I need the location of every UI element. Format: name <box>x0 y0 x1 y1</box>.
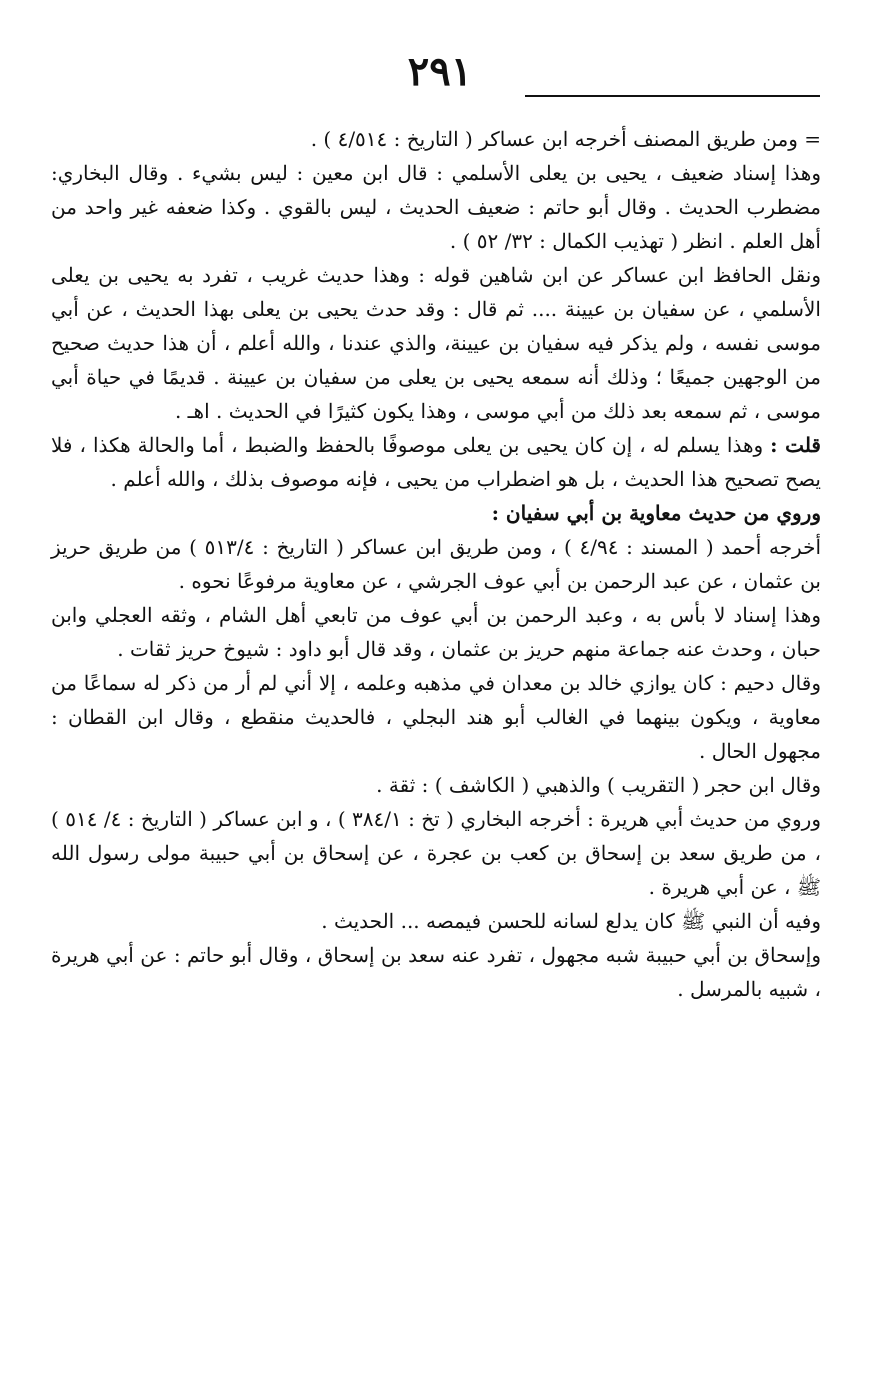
paragraph-isnad-weak: وهذا إسناد ضعيف ، يحيى بن يعلى الأسلمي : قال ابن معين : ليس بشيء . وقال البخاري: مضطرب الحديث . وقال أبو حاتم : ضعيف الحديث ، ليس بالقوي . وكذا ضعفه غير واحد من أهل العلم . انظر ( تهذيب الكمال : ٣٢/ ٥٢ ) . <box>51 161 821 253</box>
paragraph-ibn-shahin-quote: ونقل الحافظ ابن عساكر عن ابن شاهين قوله : وهذا حديث غريب ، تفرد به يحيى بن يعلى الأسلمي ، عن سفيان بن عيينة .... ثم قال : وقد حدث يحيى بن يعلى بهذا الحديث ، عن أبي موسى نفسه ، ولم يذكر فيه سفيان بن عيينة، والذي عندنا ، والله أعلم ، أن هذا حديث صحيح من الوجهين جميعًا ؛ وذلك أنه سمعه يحيى بن يعلى من سفيان بن عيينة . قديمًا في حياة أبي موسى ، ثم سمعه بعد ذلك من أبي موسى ، وهذا يكون كثيرًا في الحديث . اهـ . <box>51 263 821 423</box>
paragraph-duhaym-quote: وقال دحيم : كان يوازي خالد بن معدان في مذهبه وعلمه ، إلا أني لم أر من ذكر له سماعًا من معاوية ، ويكون بينهما في الغالب أبو هند البجلي ، فالحديث منقطع ، وقال ابن القطان : مجهول الحال . <box>51 671 821 763</box>
paragraph-ibn-asakir-source: = ومن طريق المصنف أخرجه ابن عساكر ( التاريخ : ٤/٥١٤ ) . <box>310 127 821 151</box>
page-body <box>51 122 821 1006</box>
section-heading-muawiya: وروي من حديث معاوية بن أبي سفيان : <box>491 501 821 525</box>
paragraph-ahmad-source: أخرجه أحمد ( المسند : ٤/٩٤ ) ، ومن طريق ابن عساكر ( التاريخ : ٥١٣/٤ ) من طريق حريز بن عثمان ، عن عبد الرحمن بن أبي عوف الجرشي ، عن معاوية مرفوعًا نحوه . <box>51 535 822 593</box>
paragraph-author-comment: قلت : وهذا يسلم له ، إن كان يحيى بن يعلى موصوفًا بالحفظ والضبط ، أما والحالة هكذا ، فلا يصح تصحيح هذا الحديث ، بل هو اضطراب من يحيى ، فإنه موصوف بذلك ، والله أعلم . <box>51 433 821 491</box>
paragraph-isnad-acceptable: وهذا إسناد لا بأس به ، وعبد الرحمن بن أبي عوف من تابعي أهل الشام ، وثقه العجلي وابن حبان ، وحدث عنه جماعة منهم حريز بن عثمان ، وقد قال أبو داود : شيوخ حريز ثقات . <box>51 603 821 661</box>
paragraph-hadith-text: وفيه أن النبي ﷺ كان يدلع لسانه للحسن فيمصه ... الحديث . <box>321 909 821 933</box>
paragraph-abu-hurayra-source: وروي من حديث أبي هريرة : أخرجه البخاري ( تخ : ٣٨٤/١ ) ، و ابن عساكر ( التاريخ : ٤/ ٥١٤ ) ، من طريق سعد بن إسحاق بن كعب بن عجرة ، عن إسحاق بن أبي حبيبة مولى رسول الله ﷺ ، عن أبي هريرة . <box>51 807 821 899</box>
paragraph-ibn-hajar: وقال ابن حجر ( التقريب ) والذهبي ( الكاشف ) : ثقة . <box>376 773 821 797</box>
header-rule <box>525 95 820 97</box>
paragraph-ishaq-status: وإسحاق بن أبي حبيبة شبه مجهول ، تفرد عنه سعد بن إسحاق ، وقال أبو حاتم : عن أبي هريرة ، شبيه بالمرسل . <box>51 943 821 1001</box>
page-number: ٢٩١ <box>407 48 473 95</box>
